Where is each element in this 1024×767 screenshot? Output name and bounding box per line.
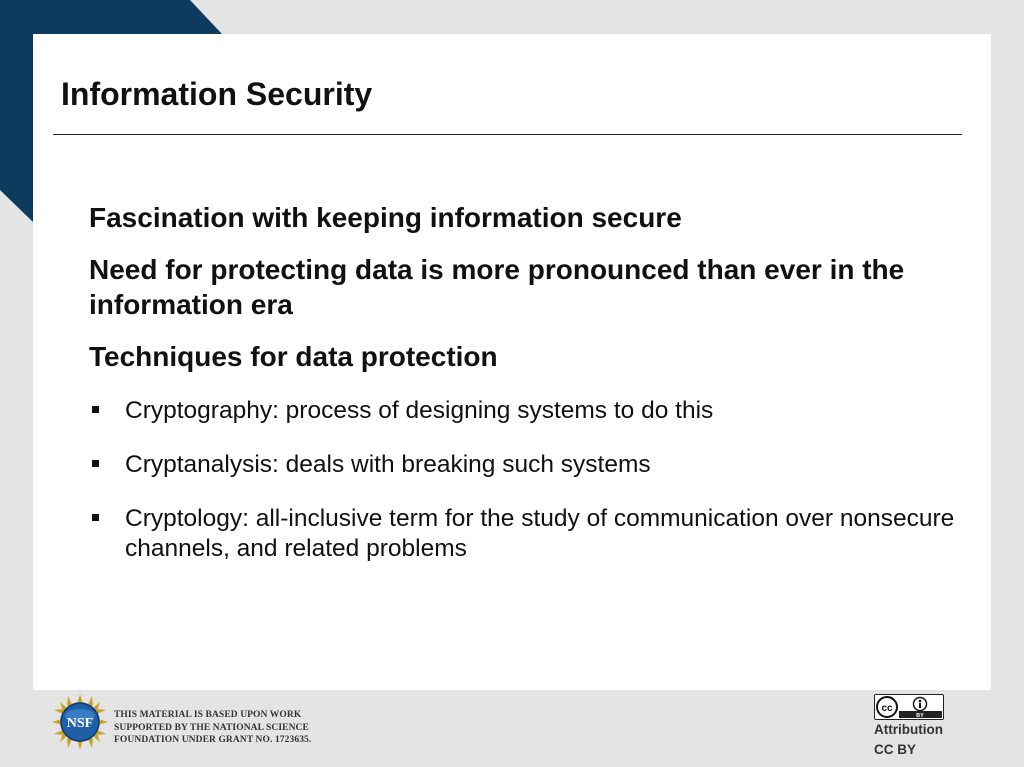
license-short-label: CC BY	[874, 742, 917, 757]
nsf-logo-icon	[52, 694, 108, 750]
grant-line: FOUNDATION UNDER GRANT NO. 1723635.	[114, 735, 312, 745]
heading-data-protection-need: Need for protecting data is more pronounced than ever in the information era	[89, 254, 905, 320]
square-bullet-icon	[92, 406, 99, 413]
grant-line: SUPPORTED BY THE NATIONAL SCIENCE	[114, 722, 309, 733]
slide-title: Information Security	[61, 76, 373, 112]
license-attribution-label: Attribution	[874, 722, 943, 737]
bullet-text: Cryptology: all-inclusive term for the study of communication over nonsecure channels, and related problems	[125, 505, 955, 562]
heading-techniques: Techniques for data protection	[89, 341, 498, 372]
svg-text:BY: BY	[916, 713, 924, 719]
technique-bullet-list	[89, 396, 959, 564]
square-bullet-icon	[92, 514, 99, 521]
svg-text:NSF: NSF	[66, 716, 94, 731]
bullet-cryptography	[89, 396, 959, 426]
bullet-text: Cryptography: process of designing systems to do this	[125, 397, 714, 424]
cc-by-badge-icon	[874, 694, 944, 720]
grant-line: THIS MATERIAL IS BASED UPON WORK	[114, 710, 302, 720]
bullet-cryptanalysis	[89, 450, 959, 480]
grant-acknowledgement	[114, 709, 311, 747]
svg-text:cc: cc	[881, 703, 893, 714]
bullet-cryptology	[89, 504, 959, 564]
bullet-text: Cryptanalysis: deals with breaking such systems	[125, 451, 651, 478]
heading-fascination: Fascination with keeping information secure	[89, 202, 682, 233]
slide-body	[89, 200, 959, 588]
square-bullet-icon	[92, 460, 99, 467]
title-divider	[53, 134, 962, 135]
